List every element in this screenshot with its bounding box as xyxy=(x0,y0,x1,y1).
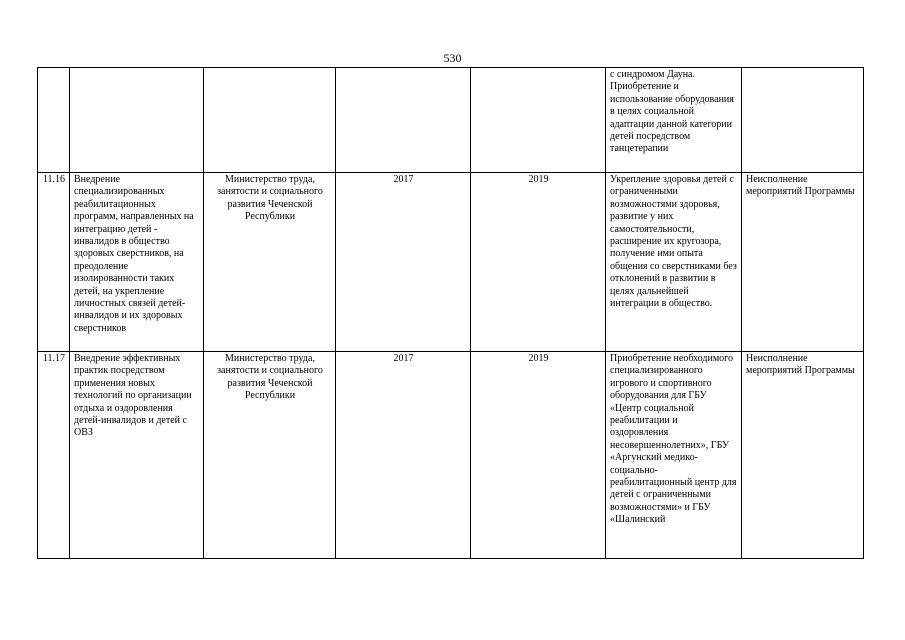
cell-executor xyxy=(204,68,336,173)
cell-executor xyxy=(204,173,336,352)
result-text: с синдромом Дауна. Приобретение и использование оборудования в целях социальной адаптации данной категории детей посредством танцетерапии xyxy=(610,69,734,155)
page-number: 530 xyxy=(443,51,462,65)
cell-year-end xyxy=(471,352,606,559)
result-text: Приобретение необходимого специализированного игрового и спортивного оборудования для ГБУ «Центр социальной реабилитации и оздоровления несовершеннолетних», ГБУ «Аргунский медико-социально-реабилитационный центр для детей с ограниченными возможностями» и ГБУ «Шалинский xyxy=(610,353,737,526)
cell-num xyxy=(38,68,70,173)
program-measures-table xyxy=(37,67,864,559)
cell-name xyxy=(70,173,204,352)
cell-year-start xyxy=(336,352,471,559)
table-row xyxy=(38,173,864,352)
cell-num xyxy=(38,352,70,559)
consequence-text: Неисполнение мероприятий Программы xyxy=(746,174,855,198)
table-row-continuation xyxy=(38,68,864,173)
year-end: 2019 xyxy=(528,174,549,185)
measure-number: 11.17 xyxy=(42,353,66,364)
cell-result xyxy=(606,173,742,352)
cell-year-start xyxy=(336,68,471,173)
result-text: Укрепление здоровья детей с ограниченными возможностями здоровья, развитие у них самостоятельности, расширение их кругозора, получение ими опыта общения со сверстниками без отклонений в развитии в целях дальнейшей интеграции в общество. xyxy=(610,174,737,310)
year-end: 2019 xyxy=(528,353,549,364)
table-row xyxy=(38,352,864,559)
cell-consequence xyxy=(742,352,864,559)
cell-num xyxy=(38,173,70,352)
measure-name: Внедрение специализированных реабилитационных программ, направленных на интеграцию детей - инвалидов в общество здоровых сверстников, на преодоление изолированности таких детей, на укрепление личностных связей детей-инвалидов и их здоровых сверстников xyxy=(74,174,194,334)
cell-year-end xyxy=(471,68,606,173)
cell-year-end xyxy=(471,173,606,352)
measure-number: 11.16 xyxy=(42,174,66,185)
consequence-text: Неисполнение мероприятий Программы xyxy=(746,353,855,377)
cell-result xyxy=(606,352,742,559)
measure-name: Внедрение эффективных практик посредством применения новых технологий по организации отдыха и оздоровления детей-инвалидов и детей с ОВЗ xyxy=(74,353,192,439)
cell-name xyxy=(70,352,204,559)
executor-text: Министерство труда, занятости и социального развития Чеченской Республики xyxy=(217,353,323,402)
cell-name xyxy=(70,68,204,173)
executor-text: Министерство труда, занятости и социального развития Чеченской Республики xyxy=(217,174,323,223)
year-start: 2017 xyxy=(393,174,414,185)
year-start: 2017 xyxy=(393,353,414,364)
cell-consequence xyxy=(742,68,864,173)
cell-year-start xyxy=(336,173,471,352)
cell-result xyxy=(606,68,742,173)
cell-executor xyxy=(204,352,336,559)
cell-consequence xyxy=(742,173,864,352)
